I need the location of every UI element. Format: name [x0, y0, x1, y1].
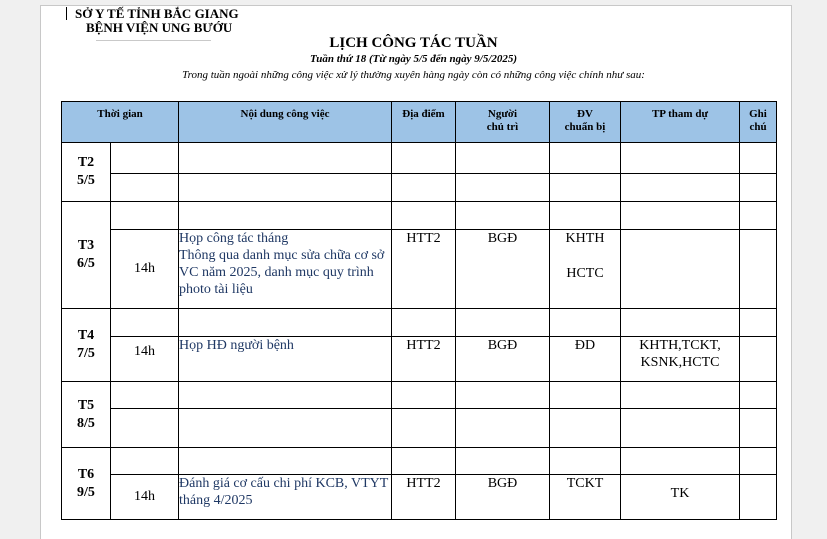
table-cell — [392, 309, 456, 337]
table-cell — [179, 202, 392, 230]
note-cell — [740, 230, 777, 309]
table-cell — [621, 202, 740, 230]
table-cell — [740, 174, 777, 202]
col-header-prep — [550, 102, 621, 143]
prep-cell: ĐD — [550, 337, 621, 382]
table-cell — [179, 409, 392, 448]
table-cell — [621, 382, 740, 409]
content-cell: Họp HĐ người bệnh — [179, 337, 392, 382]
table-cell — [740, 409, 777, 448]
content-line: Họp công tác tháng — [179, 231, 289, 246]
prep-cell — [550, 230, 621, 309]
day-date: 5/5 — [77, 173, 95, 188]
table-cell — [179, 143, 392, 174]
col-header-participants: TP tham dự — [621, 102, 740, 143]
table-cell — [621, 309, 740, 337]
table-cell — [550, 309, 621, 337]
table-cell — [621, 143, 740, 174]
day-name: T2 — [77, 155, 95, 170]
table-cell — [111, 409, 179, 448]
table-cell — [179, 174, 392, 202]
table-cell — [550, 202, 621, 230]
intro-text: Trong tuần ngoài những công việc xử lý thường xuyên hàng ngày còn có những công việc chính như sau: — [182, 69, 645, 81]
table-row — [62, 230, 777, 309]
location-cell: HTT2 — [392, 337, 456, 382]
time-cell: 14h — [111, 337, 179, 382]
week-subtitle: Tuần thứ 18 (Từ ngày 5/5 đến ngày 9/5/2025) — [309, 53, 518, 65]
table-row — [62, 309, 777, 337]
day-name: T3 — [77, 238, 95, 253]
table-cell — [456, 309, 550, 337]
table-cell — [740, 202, 777, 230]
day-cell-t2 — [62, 143, 111, 202]
table-row — [62, 337, 777, 382]
col-header-note-line2: chú — [749, 121, 767, 133]
host-cell: BGĐ — [456, 230, 550, 309]
col-header-prep-line2: chuẩn bị — [564, 121, 606, 133]
table-cell — [179, 382, 392, 409]
col-header-host-line1: Người — [487, 108, 518, 120]
table-cell — [111, 309, 179, 337]
table-cell — [456, 174, 550, 202]
prep-cell: TCKT — [550, 475, 621, 520]
table-row — [62, 202, 777, 230]
table-row — [62, 448, 777, 475]
note-cell — [740, 475, 777, 520]
table-row — [62, 475, 777, 520]
table-row — [62, 382, 777, 409]
participants-line: KHTH,TCKT, — [639, 338, 721, 353]
content-line: Thông qua danh mục sửa chữa cơ sở VC năm 2025, danh mục quy trình photo tài liệu — [179, 248, 385, 297]
table-cell — [392, 202, 456, 230]
table-cell — [456, 382, 550, 409]
content-cell: Đánh giá cơ cấu chi phí KCB, VTYT tháng 4/2025 — [179, 475, 392, 520]
schedule-table — [61, 101, 777, 520]
location-cell: HTT2 — [392, 475, 456, 520]
table-cell — [621, 409, 740, 448]
note-cell — [740, 337, 777, 382]
day-date: 9/5 — [77, 484, 95, 500]
day-date: 6/5 — [77, 256, 95, 271]
day-cell-t4 — [62, 309, 111, 382]
table-cell — [179, 448, 392, 475]
col-header-content: Nội dung công việc — [179, 102, 392, 143]
table-cell — [740, 448, 777, 475]
day-cell-t3 — [62, 202, 111, 309]
content-cell — [179, 230, 392, 309]
participants-cell: TK — [621, 475, 740, 520]
table-cell — [740, 309, 777, 337]
table-cell — [550, 143, 621, 174]
table-cell — [550, 174, 621, 202]
day-name: T5 — [77, 397, 95, 413]
table-row — [62, 143, 777, 174]
table-cell — [111, 143, 179, 174]
day-cell-t6 — [62, 448, 111, 520]
table-cell — [740, 143, 777, 174]
table-cell — [392, 409, 456, 448]
time-cell: 14h — [111, 475, 179, 520]
table-row — [62, 174, 777, 202]
table-cell — [550, 409, 621, 448]
table-cell — [456, 448, 550, 475]
col-header-host — [456, 102, 550, 143]
table-cell — [111, 448, 179, 475]
table-cell — [740, 382, 777, 409]
table-cell — [456, 409, 550, 448]
col-header-host-line2: chủ trì — [486, 121, 519, 133]
host-cell: BGĐ — [456, 337, 550, 382]
col-header-note-line1: Ghi — [749, 108, 767, 120]
day-date: 8/5 — [77, 415, 95, 431]
col-header-location: Địa điểm — [392, 102, 456, 143]
table-cell — [621, 174, 740, 202]
day-name: T6 — [77, 466, 95, 482]
page-title: LỊCH CÔNG TÁC TUẦN — [329, 35, 498, 51]
day-date: 7/5 — [77, 346, 95, 361]
table-row — [62, 409, 777, 448]
table-cell — [111, 174, 179, 202]
org-name-department: SỞ Y TẾ TỈNH BẮC GIANG — [75, 6, 239, 21]
location-cell: HTT2 — [392, 230, 456, 309]
org-name-hospital: BỆNH VIỆN UNG BƯỚU — [86, 20, 233, 35]
host-cell: BGĐ — [456, 475, 550, 520]
table-cell — [456, 202, 550, 230]
table-cell — [550, 382, 621, 409]
table-cell — [179, 309, 392, 337]
table-cell — [392, 143, 456, 174]
day-name: T4 — [77, 328, 95, 343]
text-cursor — [66, 7, 67, 20]
table-cell — [111, 382, 179, 409]
prep-unit: KHTH — [565, 231, 605, 246]
table-cell — [392, 382, 456, 409]
table-cell — [111, 202, 179, 230]
table-cell — [456, 143, 550, 174]
table-cell — [550, 448, 621, 475]
participants-cell — [621, 337, 740, 382]
prep-unit: HCTC — [566, 266, 604, 281]
table-cell — [392, 448, 456, 475]
col-header-note — [740, 102, 777, 143]
day-cell-t5 — [62, 382, 111, 448]
participants-line: KSNK,HCTC — [640, 355, 720, 370]
participants-cell — [621, 230, 740, 309]
col-header-prep-line1: ĐV — [577, 108, 593, 120]
table-cell — [392, 174, 456, 202]
time-cell: 14h — [111, 230, 179, 309]
col-header-time: Thời gian — [62, 102, 179, 143]
header-row — [62, 102, 777, 143]
table-cell — [621, 448, 740, 475]
